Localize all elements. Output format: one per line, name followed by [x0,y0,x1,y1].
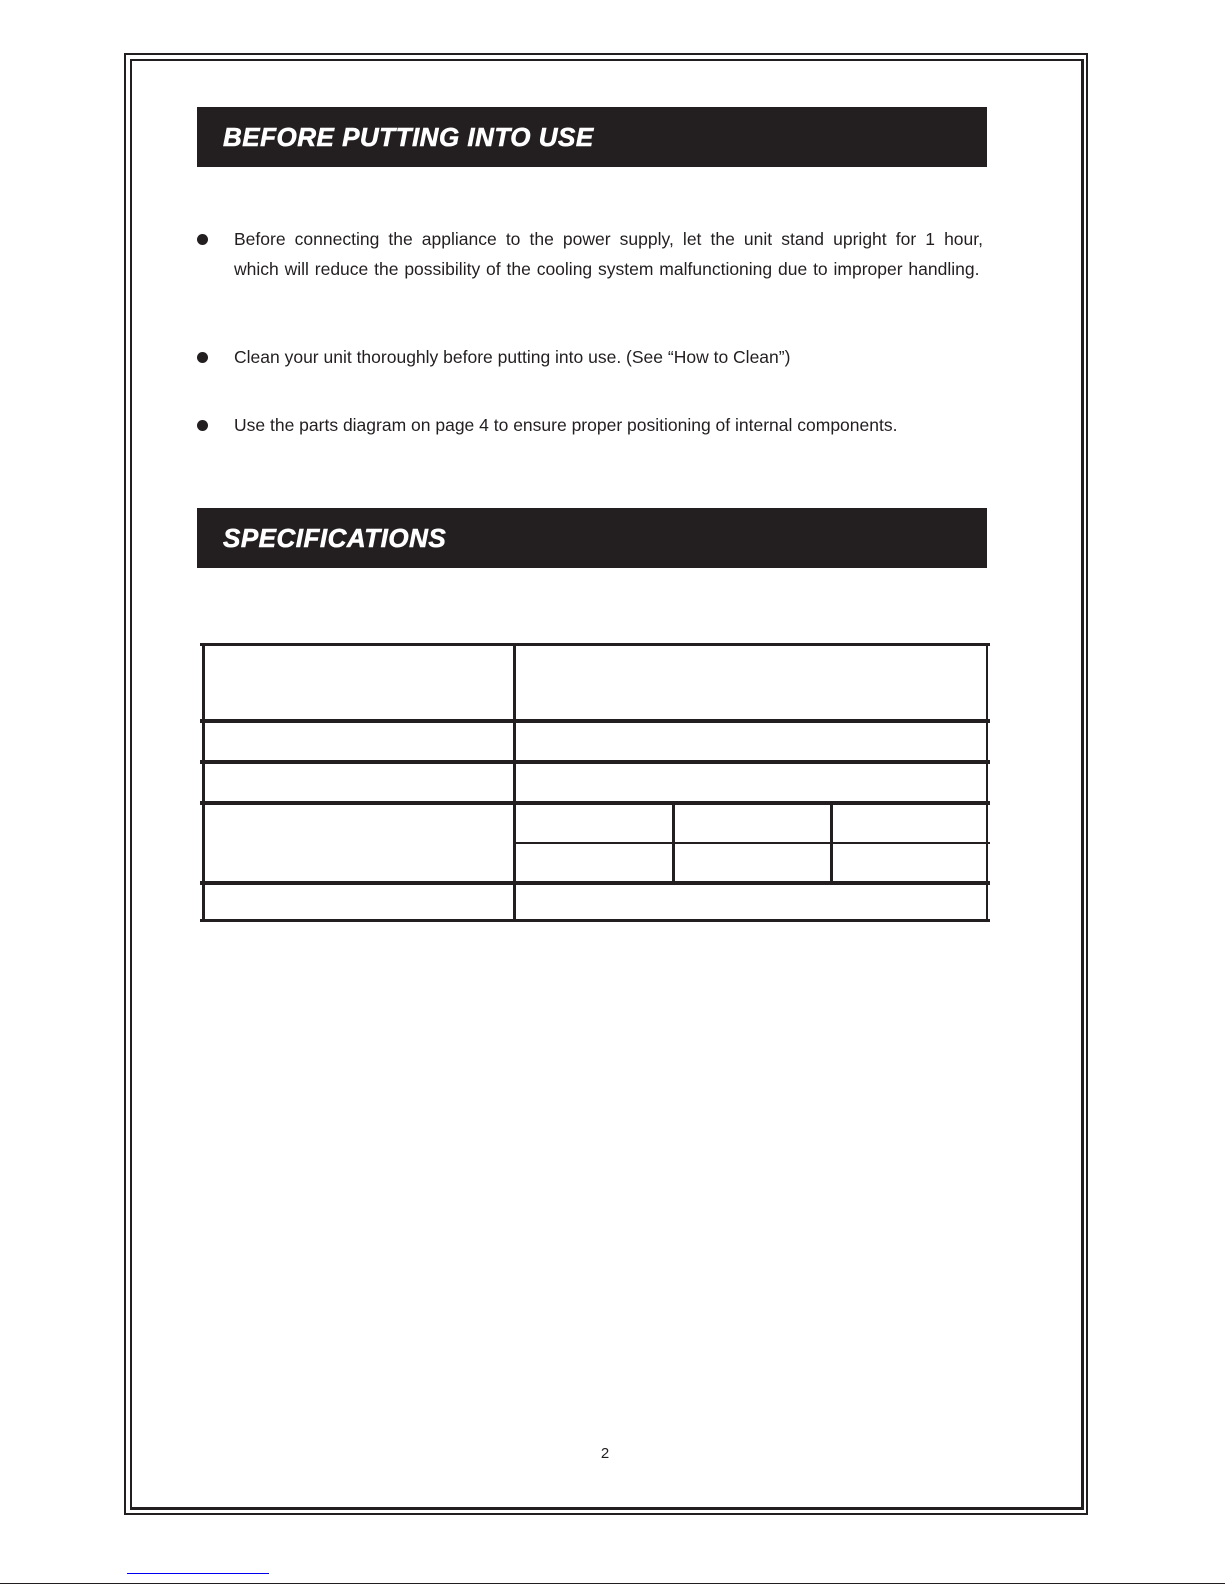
page-number: 2 [600,1445,610,1462]
section-title: SPECIFICATIONS [223,522,447,553]
table-rule [200,801,990,805]
table-rule [986,643,988,922]
table-rule [202,643,205,922]
list-item [197,342,983,372]
bullet-icon [197,234,208,245]
table-rule [200,919,990,922]
link-underline[interactable] [127,1573,269,1574]
table-rule [830,801,833,883]
section-heading-specifications [197,508,987,568]
page-divider [0,1583,1225,1584]
list-item [197,410,983,440]
table-rule [513,643,516,922]
table-rule [200,881,990,885]
table-rule [200,719,990,723]
table-rule [672,801,675,883]
section-heading-before-use [197,107,987,167]
bullet-icon [197,420,208,431]
bullet-text: Clean your unit thoroughly before putting into use. (See “How to Clean”) [234,347,791,367]
table-rule [515,842,990,844]
bullet-icon [197,352,208,363]
bullet-text: Before connecting the appliance to the power supply, let the unit stand upright for 1 hour, which will reduce the possibility of the cooling system malfunctioning due to improper handling. [234,229,983,279]
specifications-table [200,643,990,922]
bullet-text: Use the parts diagram on page 4 to ensure proper positioning of internal components. [234,415,898,435]
list-item [197,224,983,284]
table-rule [200,643,990,646]
table-rule [200,760,990,764]
section-title: BEFORE PUTTING INTO USE [223,121,594,152]
